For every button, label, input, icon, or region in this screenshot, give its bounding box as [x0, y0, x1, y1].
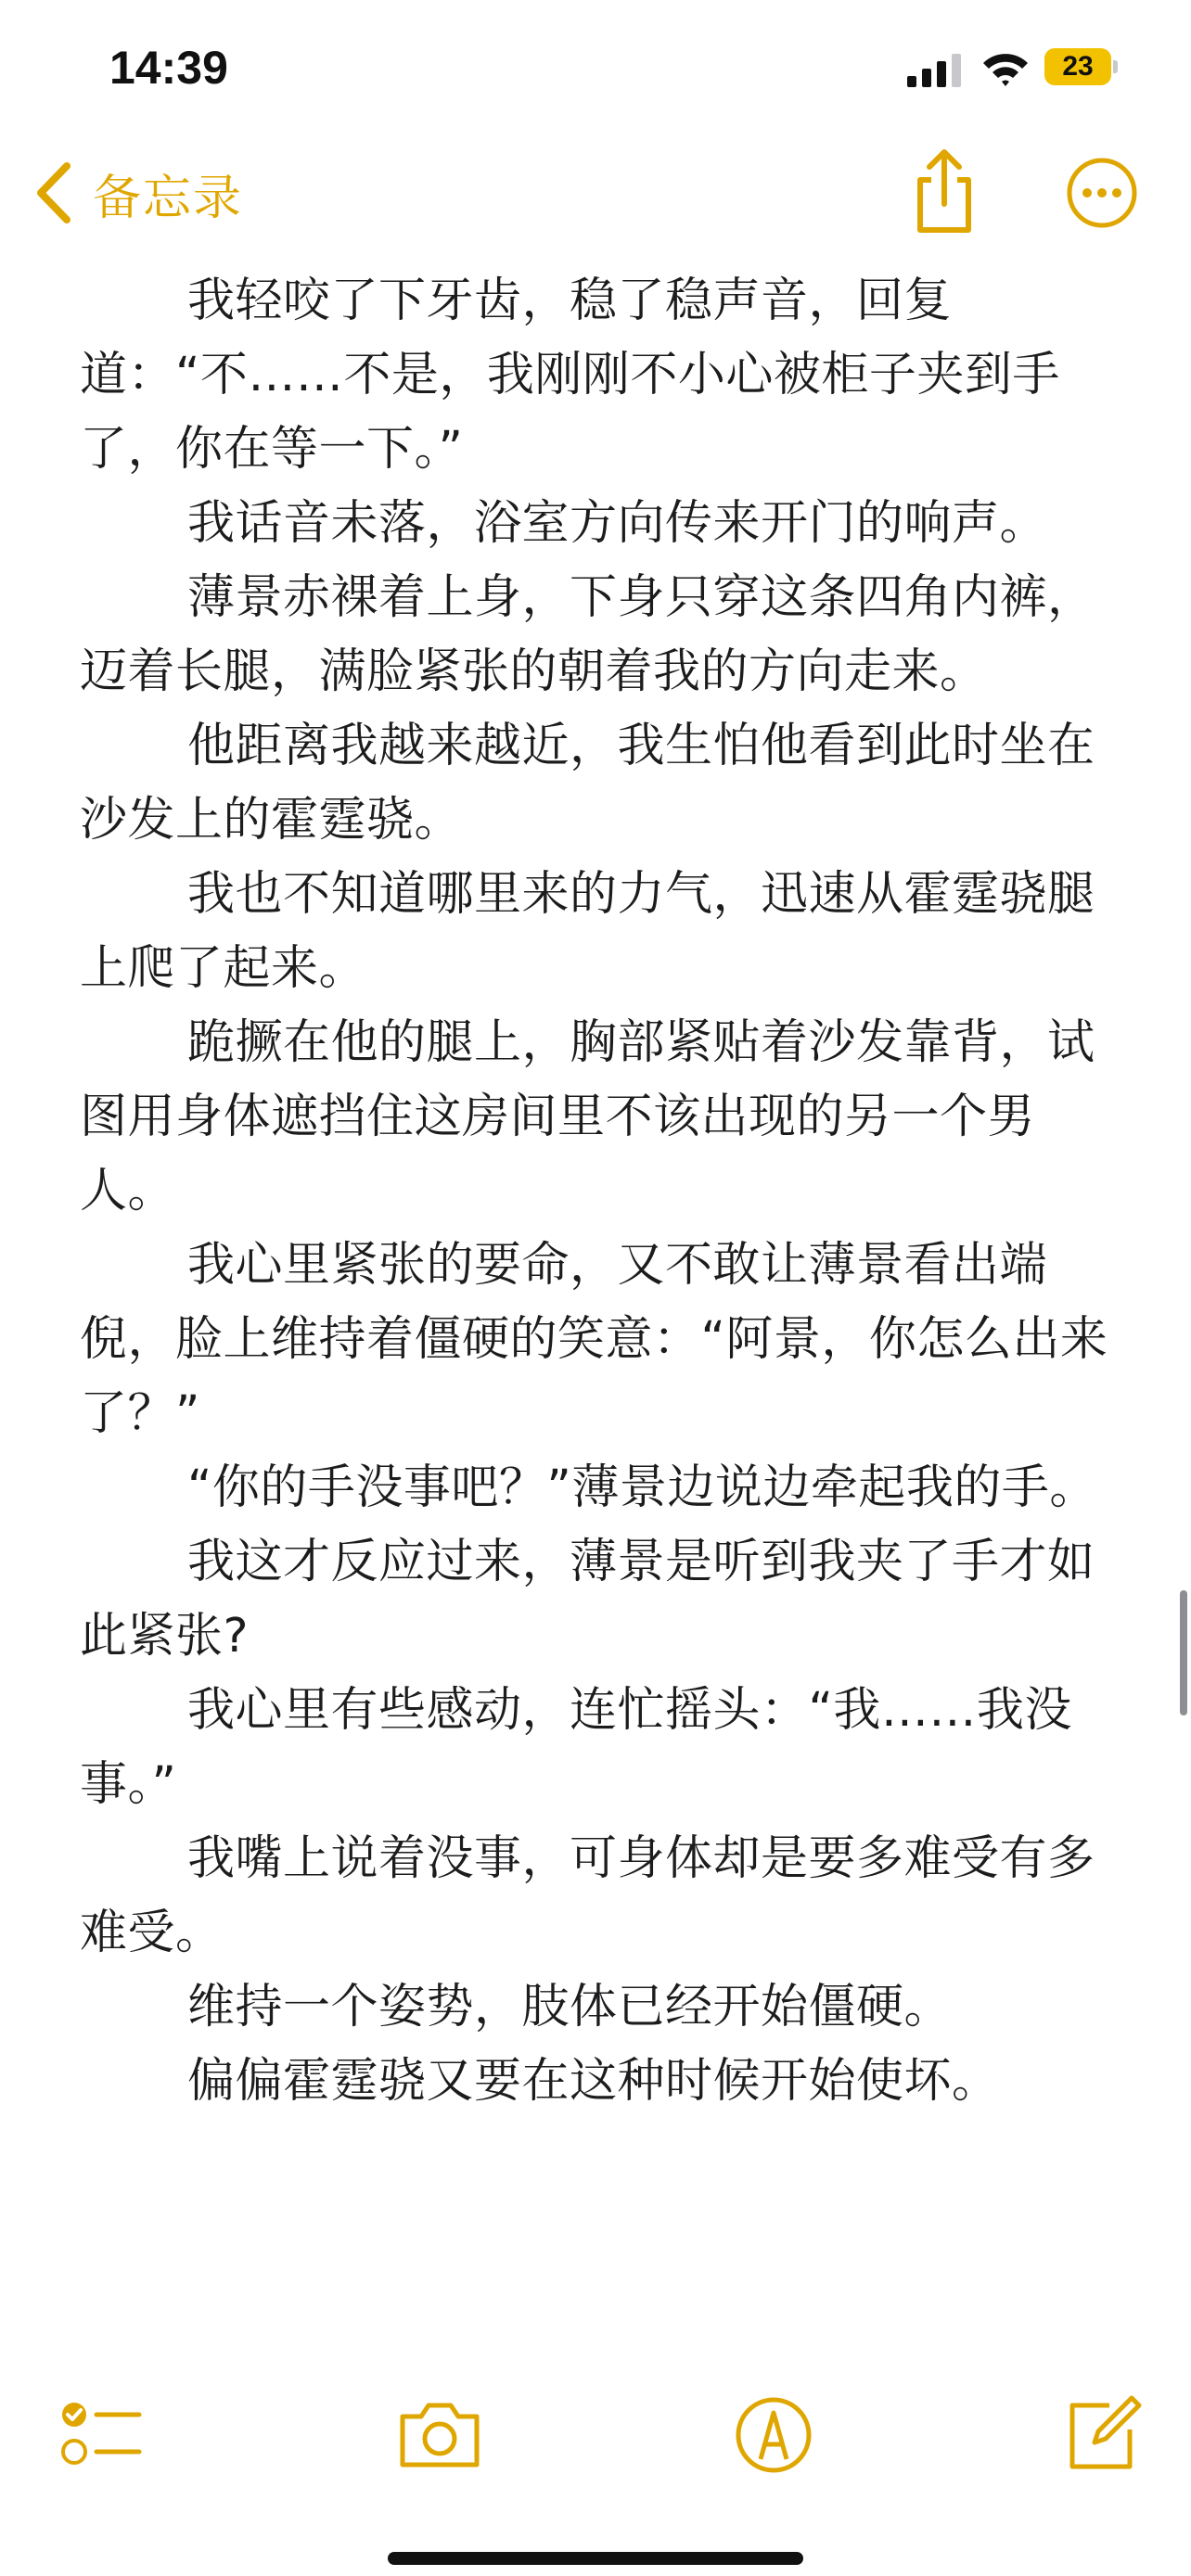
note-paragraph: 他距离我越来越近，我生怕他看到此时坐在沙发上的霍霆骁。: [80, 719, 1095, 848]
note-paragraph: “你的手没事吧？”薄景边说边牵起我的手。: [187, 1460, 1097, 1515]
note-paragraph: 维持一个姿势，肢体已经开始僵硬。: [187, 1980, 953, 2034]
battery-level: 23: [1062, 51, 1094, 82]
note-paragraph: 偏偏霍霆骁又要在这种时候开始使坏。: [187, 2054, 1000, 2109]
home-indicator[interactable]: [388, 2552, 803, 2565]
note-paragraph: 薄景赤裸着上身，下身只穿这条四角内裤，迈着长腿，满脸紧张的朝着我的方向走来。: [80, 570, 1095, 699]
back-chevron-icon: [33, 160, 76, 225]
note-paragraph: 跪撅在他的腿上，胸部紧贴着沙发靠背，试图用身体遮挡住这房间里不该出现的另一个男人。: [80, 1015, 1095, 1218]
note-paragraph: 我这才反应过来，薄景是听到我夹了手才如此紧张?: [80, 1535, 1095, 1664]
navigation-bar: [0, 139, 1191, 250]
share-icon[interactable]: [907, 148, 981, 237]
note-paragraph: 我心里有些感动，连忙摇头：“我……我没事。”: [80, 1683, 1072, 1812]
compose-icon[interactable]: [1057, 2392, 1146, 2476]
status-bar: [0, 0, 1191, 139]
note-paragraph: 我嘴上说着没事，可身体却是要多难受有多难受。: [80, 1831, 1095, 1960]
wifi-icon: [981, 50, 1030, 87]
back-button[interactable]: [33, 156, 243, 230]
note-paragraph: 我话音未落，浴室方向传来开门的响声。: [187, 496, 1048, 551]
more-icon[interactable]: [1065, 156, 1139, 230]
note-paragraph: 我心里紧张的要命，又不敢让薄景看出端倪，脸上维持着僵硬的笑意：“阿景，你怎么出来了？”: [80, 1238, 1108, 1441]
note-body[interactable]: [80, 264, 1119, 2119]
status-time: 14:39: [109, 42, 228, 94]
checklist-icon[interactable]: [56, 2392, 145, 2476]
note-paragraph: 我也不知道哪里来的力气，迅速从霍霆骁腿上爬了起来。: [80, 867, 1095, 996]
bottom-toolbar: [0, 2355, 1191, 2504]
back-label: 备忘录: [93, 170, 244, 226]
scroll-indicator[interactable]: [1180, 1590, 1187, 1715]
markup-icon[interactable]: [729, 2392, 818, 2476]
note-paragraph: 我轻咬了下牙齿，稳了稳声音，回复道：“不……不是，我刚刚不小心被柜子夹到手了，你在等一下。”: [80, 274, 1060, 477]
camera-icon[interactable]: [395, 2392, 484, 2476]
battery-icon: [1044, 48, 1117, 85]
cellular-signal-icon: [907, 54, 963, 87]
